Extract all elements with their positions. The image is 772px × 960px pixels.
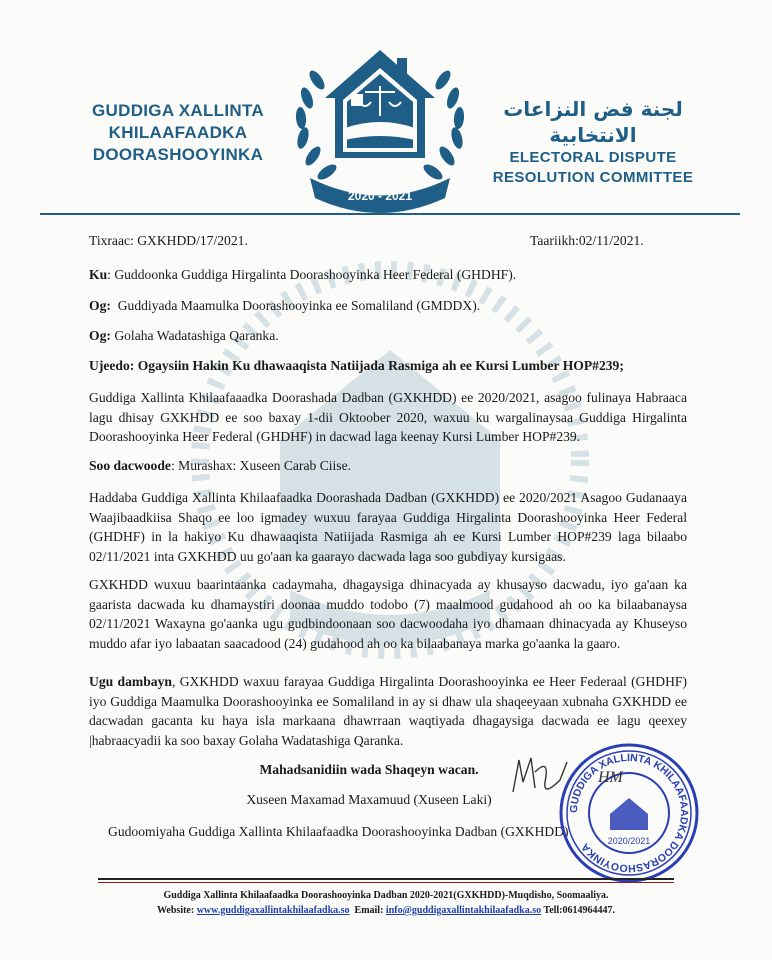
- footer-website-link[interactable]: www.guddigaxallintakhilaafadka.so: [196, 905, 350, 916]
- reference-number: Tixraac: GXKHDD/17/2021.: [89, 233, 248, 248]
- stamp-ring-text: GUDDIGA XALLINTA KHILAAFAADKA DOORASHOOYINKA: [567, 751, 691, 875]
- header-left-title: [78, 100, 278, 166]
- header-divider: [40, 213, 740, 215]
- closing-line: Mahadsanidiin wada Shaqeyn wacan.: [259, 762, 479, 777]
- recipient-cc2-text: Golaha Wadatashiga Qaranka.: [114, 328, 279, 343]
- letter-date: Taariikh:02/11/2021.: [530, 233, 644, 248]
- plaintiff-text: : Murashax: Xuseen Carab Ciise.: [170, 458, 352, 473]
- signatory-name: Xuseen Maxamad Maxamuud (Xuseen Laki): [246, 792, 492, 807]
- paragraph-4: [89, 672, 687, 750]
- recipient-to-label: Ku: [89, 267, 108, 282]
- recipient-cc2: [89, 326, 687, 346]
- recipient-cc2-label: Og:: [89, 328, 111, 343]
- header-left-line: DOORASHOOYINKA: [92, 145, 264, 164]
- footer-email-link[interactable]: info@guddigaxallintakhilaafadka.so: [385, 905, 542, 916]
- signatory-title: Gudoomiyaha Guddiga Xallinta Khilaafaadka Doorashooyinka Dadban (GXKHDD): [108, 824, 569, 839]
- committee-logo-icon: [285, 28, 475, 213]
- paragraph-1: Guddiga Xallinta Khilaafaaadka Doorashada Dadban (GXKHDD) ee 2020/2021, asagoo fulinaya Habraaca lagu dhisay GXKHDD ee soo baxay 1-dii Oktoober 2020, waxuu ku wargalinaysaa Guddiga Hirgalinta Doorashooyinka Heer Federal (GHDHF) in dacwad laga keenay Kursi Lumber HOP#239.: [89, 390, 687, 444]
- plaintiff-label: Soo dacwoode: [89, 458, 171, 473]
- header-right-title: [478, 96, 708, 188]
- footer-contacts: [98, 903, 674, 918]
- recipient-cc1-text: Guddiyada Maamulka Doorashooyinka ee Somaliland (GMDDX).: [117, 298, 481, 313]
- header-right-line: ELECTORAL DISPUTE: [509, 149, 677, 166]
- header-arabic-title: لجنة فض النزاعات الانتخابية: [503, 97, 683, 147]
- paragraph-4-text: , GXKHDD waxuu farayaa Guddiga Hirgalinta Doorashooyinka ee Heer Federaal (GHDHF) iyo Guddiga Maamulka Doorashooyinka ee Somaliland in ay si dhaw ula shaqeeyaan xubnaha GXKHDD ee dacwadan gacanta ku haya isla markaana dhawrraan waqtiyada dhagaysiga dacwada ee lagu qeexey |habraacyadii ka soo baxay Golaha Wadatashiga Qaranka.: [89, 674, 687, 748]
- footer-address: Guddiga Xallinta Khilaafaadka Doorashooyinka Dadban 2020-2021(GXKHDD)-Muqdisho, Soomaaliya.: [163, 890, 609, 901]
- header-left-line: KHILAAFAADKA: [108, 123, 248, 142]
- header-right-line: RESOLUTION COMMITTEE: [492, 169, 694, 186]
- paragraph-4-lead: Ugu dambayn: [89, 674, 172, 689]
- recipient-cc1-label: Og:: [89, 298, 111, 313]
- stamp-inner-text: 2020/2021: [607, 836, 651, 846]
- footer-divider: [98, 878, 674, 880]
- official-stamp-icon: [558, 742, 700, 884]
- paragraph-3: GXKHDD wuxuu baarintaanka cadaymaha, dhagaysiga dhinacyada ay khusayso dacwadu, iyo ga'aan ka gaarista dacwada ku dhamaystiri doonaa muddo todobo (7) maalmood gudahood ah oo ka bilaabanaysa 02/11/2021 Waxayna go'aanka ugu gudbindoonaan soo dacwoodaha iyo dhamaan dhinacyada ay Khuseyso muddo afar iyo labaatan saacadood (24) gudahood ah oo ka bilaabanaya marka go'aanka la gaaro.: [89, 577, 687, 651]
- recipient-to-text: : Guddoonka Guddiga Hirgalinta Doorashooyinka Heer Federal (GHDHF).: [107, 267, 517, 282]
- footer: [98, 888, 674, 918]
- footer-divider-accent: [98, 882, 674, 883]
- footer-website-label: Website:: [156, 905, 195, 916]
- letter-subject: Ujeedo: Ogaysiin Hakin Ku dhawaaqista Natiijada Rasmiga ah ee Kursi Lumber HOP#239;: [89, 358, 624, 373]
- footer-telephone: Tell:0614964447.: [543, 905, 616, 916]
- header-left-line: GUDDIGA XALLINTA: [92, 101, 264, 120]
- stamp-signature-initials: HM: [598, 769, 623, 786]
- logo-banner-text: 2020 - 2021: [347, 189, 413, 203]
- recipient-cc1: [89, 296, 687, 316]
- plaintiff-line: [89, 456, 687, 476]
- recipient-to: [89, 265, 687, 285]
- paragraph-2: Haddaba Guddiga Xallinta Khilaafaadka Doorashada Dadban (GXKHDD) ee 2020/2021 Asagoo Gudanaaya Waajibaadkiisa Shaqo ee loo igmadey wuxuu farayaa Guddiga Hirgalinta Doorashooyinka Heer Federal (GHDHF) in la hakiyo Ku dhawaaqista Natiijada Rasmiga ah ee Kursi Lumber HOP#239 laga bilaabo 02/11/2021 inta GXKHDD uu go'aan ka gaarayo dacwada laga soo gubdiyay kursigaas.: [89, 490, 687, 564]
- footer-email-label: Email:: [354, 905, 384, 916]
